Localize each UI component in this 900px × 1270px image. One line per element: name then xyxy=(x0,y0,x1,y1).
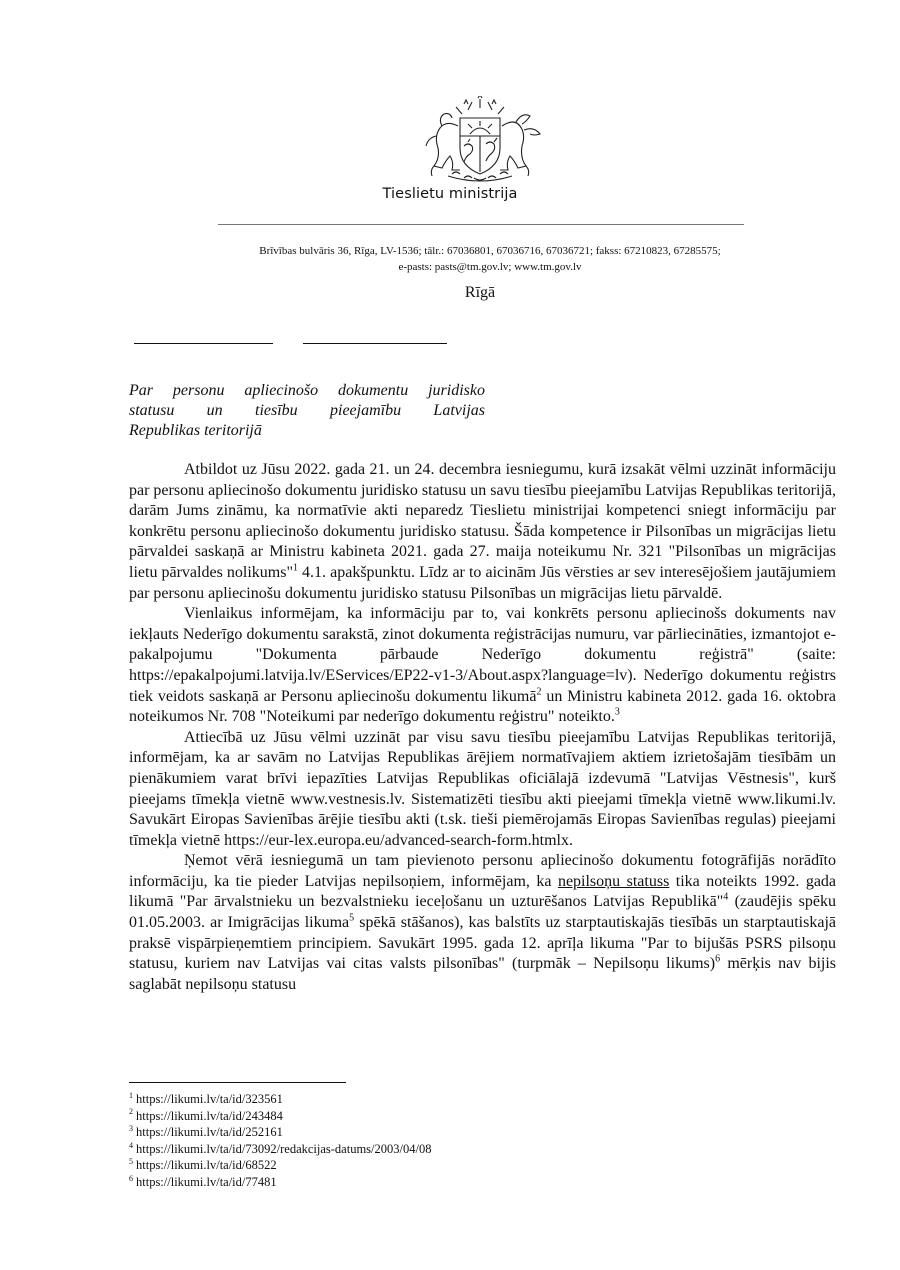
footnote-number: 1 xyxy=(129,1090,133,1100)
footnote[interactable] xyxy=(129,1091,431,1108)
footnote-link[interactable]: https://likumi.lv/ta/id/68522 xyxy=(136,1158,277,1173)
letter-subject xyxy=(129,381,485,441)
paragraph-4-text-e: mērķis nav bijis saglabāt nepilsoņu statusu xyxy=(129,955,837,993)
footnote-number: 2 xyxy=(129,1107,133,1117)
footnote-number: 3 xyxy=(129,1124,133,1134)
footnote[interactable] xyxy=(129,1141,431,1158)
paragraph-1 xyxy=(129,460,836,604)
footnotes xyxy=(129,1091,431,1191)
paragraph-4-text-b: tika noteikts 1992. gada likumā "Par ārvalstnieku un bezvalstnieku ieceļošanu un uzturēšanos Latvijas Republikā" xyxy=(129,872,837,911)
footnote-separator xyxy=(129,1082,346,1083)
date-blank-line xyxy=(134,343,273,344)
place-of-issue: Rīgā xyxy=(464,284,496,301)
subject-line-2: statusu un tiesību pieejamību Latvijas xyxy=(129,402,485,419)
footnote-ref-2[interactable]: 2 xyxy=(536,686,542,698)
footnote[interactable] xyxy=(129,1157,431,1174)
footnote-link[interactable]: https://likumi.lv/ta/id/77481 xyxy=(136,1174,277,1189)
footnote-ref-3[interactable]: 3 xyxy=(614,706,620,718)
paragraph-4-text-d: spēkā stāšanos), kas balstīts uz starptautiskajās tiesībās un starptautiskajā praksē vispārpieņemtiem principiem. Savukārt 1995. gada 12. aprīļa likuma "Par to bijušās PSRS pilsoņu statusu, kuriem nav Latvijas vai citas valsts pilsonības" (turpmāk – Nepilsoņu likums) xyxy=(129,914,836,973)
non-citizen-status-term: nepilsoņu statuss xyxy=(557,872,670,890)
footnote[interactable] xyxy=(129,1174,431,1191)
footnote-ref-5[interactable]: 5 xyxy=(349,912,355,924)
footnote-link[interactable]: https://likumi.lv/ta/id/252161 xyxy=(136,1125,283,1140)
coat-of-arms-emblem xyxy=(412,96,548,184)
footnote-ref-6[interactable]: 6 xyxy=(715,953,721,965)
footnote[interactable] xyxy=(129,1108,431,1125)
footnote-link[interactable]: https://likumi.lv/ta/id/73092/redakcijas-datums/2003/04/08 xyxy=(136,1141,432,1156)
paragraph-2 xyxy=(129,604,836,728)
paragraph-3-text: Attiecībā uz Jūsu vēlmi uzzināt par visu savu tiesību pieejamību Latvijas Republikas teritorijā, informējam, ka ar savām no Latvijas Republikas ārējiem normatīvajiem aktiem izrietošajām tiesībām un pienākumiem varat brīvi iepazīties Latvijas Republikas oficiālajā izdevumā "Latvijas Vēstnesis", kurš pieejams tīmekļa vietnē www.vestnesis.lv. Sistematizēti tiesību akti pieejami tīmekļa vietnē www.likumi.lv. Savukārt Eiropas Savienības ārējie tiesību akti (t.sk. tieši piemērojamās Eiropas Savienības regulas) pieejami tīmekļa vietnē https://eur-lex.europa.eu/advanced-search-form.htmlx. xyxy=(129,728,836,849)
footnote-link[interactable]: https://likumi.lv/ta/id/323561 xyxy=(136,1092,283,1106)
footnote-ref-4[interactable]: 4 xyxy=(723,892,729,904)
footnote[interactable] xyxy=(129,1124,431,1141)
letter-body xyxy=(129,460,836,995)
paragraph-3 xyxy=(129,728,836,852)
paragraph-1-text: Atbildot uz Jūsu 2022. gada 21. un 24. decembra iesniegumu, kurā izsakāt vēlmi uzzināt informāciju par personu apliecinošo dokumentu juridisko statusu un savu tiesību pieejamību Latvijas Republikas teritorijā, darām Jums zināmu, ka normatīvie akti neparedz Tieslietu ministrijai kompetenci sniegt informāciju par konkrētu personu apliecinošo dokumentu juridisko statusu. Šāda kompetence ir Pilsonības un migrācijas lietu pārvaldei saskaņā ar Ministru kabineta 2021. gada 27. maija noteikumu Nr. 321 "Pilsonības un migrācijas lietu pārvaldes nolikums" xyxy=(129,461,836,581)
letterhead-address xyxy=(0,243,900,275)
subject-line-1: Par personu apliecinošo dokumentu juridisko xyxy=(129,382,485,399)
address-line-1: Brīvības bulvāris 36, Rīga, LV-1536; tālr.: 67036801, 67036716, 67036721; fakss: 67210823, 67285575; xyxy=(259,245,721,257)
ministry-name: Tieslietu ministrija xyxy=(382,186,518,202)
paragraph-1-tail: 4.1. apakšpunktu. Līdz ar to aicinām Jūs vērsties ar sev interesējošiem jautājumiem par personu apliecinošu dokumentu juridisko statusu Pilsonības un migrācijas lietu pārvaldē. xyxy=(129,563,837,602)
paragraph-2-text-b: un Ministru kabineta 2012. gada 16. oktobra noteikumos Nr. 708 "Noteikumi par nederīgo dokumentu reģistru" noteikto. xyxy=(129,687,837,726)
letterhead-divider xyxy=(218,224,744,225)
footnote-link[interactable]: https://likumi.lv/ta/id/243484 xyxy=(136,1108,283,1123)
address-line-2: e-pasts: pasts@tm.gov.lv; www.tm.gov.lv xyxy=(398,261,582,273)
subject-line-3: Republikas teritorijā xyxy=(129,422,262,439)
footnote-number: 5 xyxy=(129,1157,133,1167)
footnote-ref-1[interactable]: 1 xyxy=(292,562,298,574)
paragraph-4 xyxy=(129,851,836,995)
footnote-number: 4 xyxy=(129,1140,133,1150)
paragraph-4-text-c: (zaudējis spēku 01.05.2003. ar Imigrācijas likuma xyxy=(129,893,837,932)
number-blank-line xyxy=(303,343,447,344)
paragraph-2-text-a: Vienlaikus informējam, ka informāciju par to, vai konkrēts personu apliecinošs dokuments nav iekļauts Nederīgo dokumentu sarakstā, zinot dokumenta reģistrācijas numuru, var pārliecināties, izmantojot e-pakalpojumu "Dokumenta pārbaude Nederīgo dokumentu reģistrā" (saite: https://epakalpojumi.latvija.lv/EServices/EP22-v1-3/About.aspx?language=lv). Nederīgo dokumentu reģistrs tiek veidots saskaņā ar Personu apliecinošu dokumentu likumā xyxy=(129,605,836,705)
footnote-number: 6 xyxy=(129,1173,133,1183)
paragraph-4-text-a: Ņemot vērā iesniegumā un tam pievienoto personu apliecinošo dokumentu fotogrāfijās norādīto informāciju, ka tie pieder Latvijas nepilsoņiem, informējam, ka xyxy=(129,852,836,890)
